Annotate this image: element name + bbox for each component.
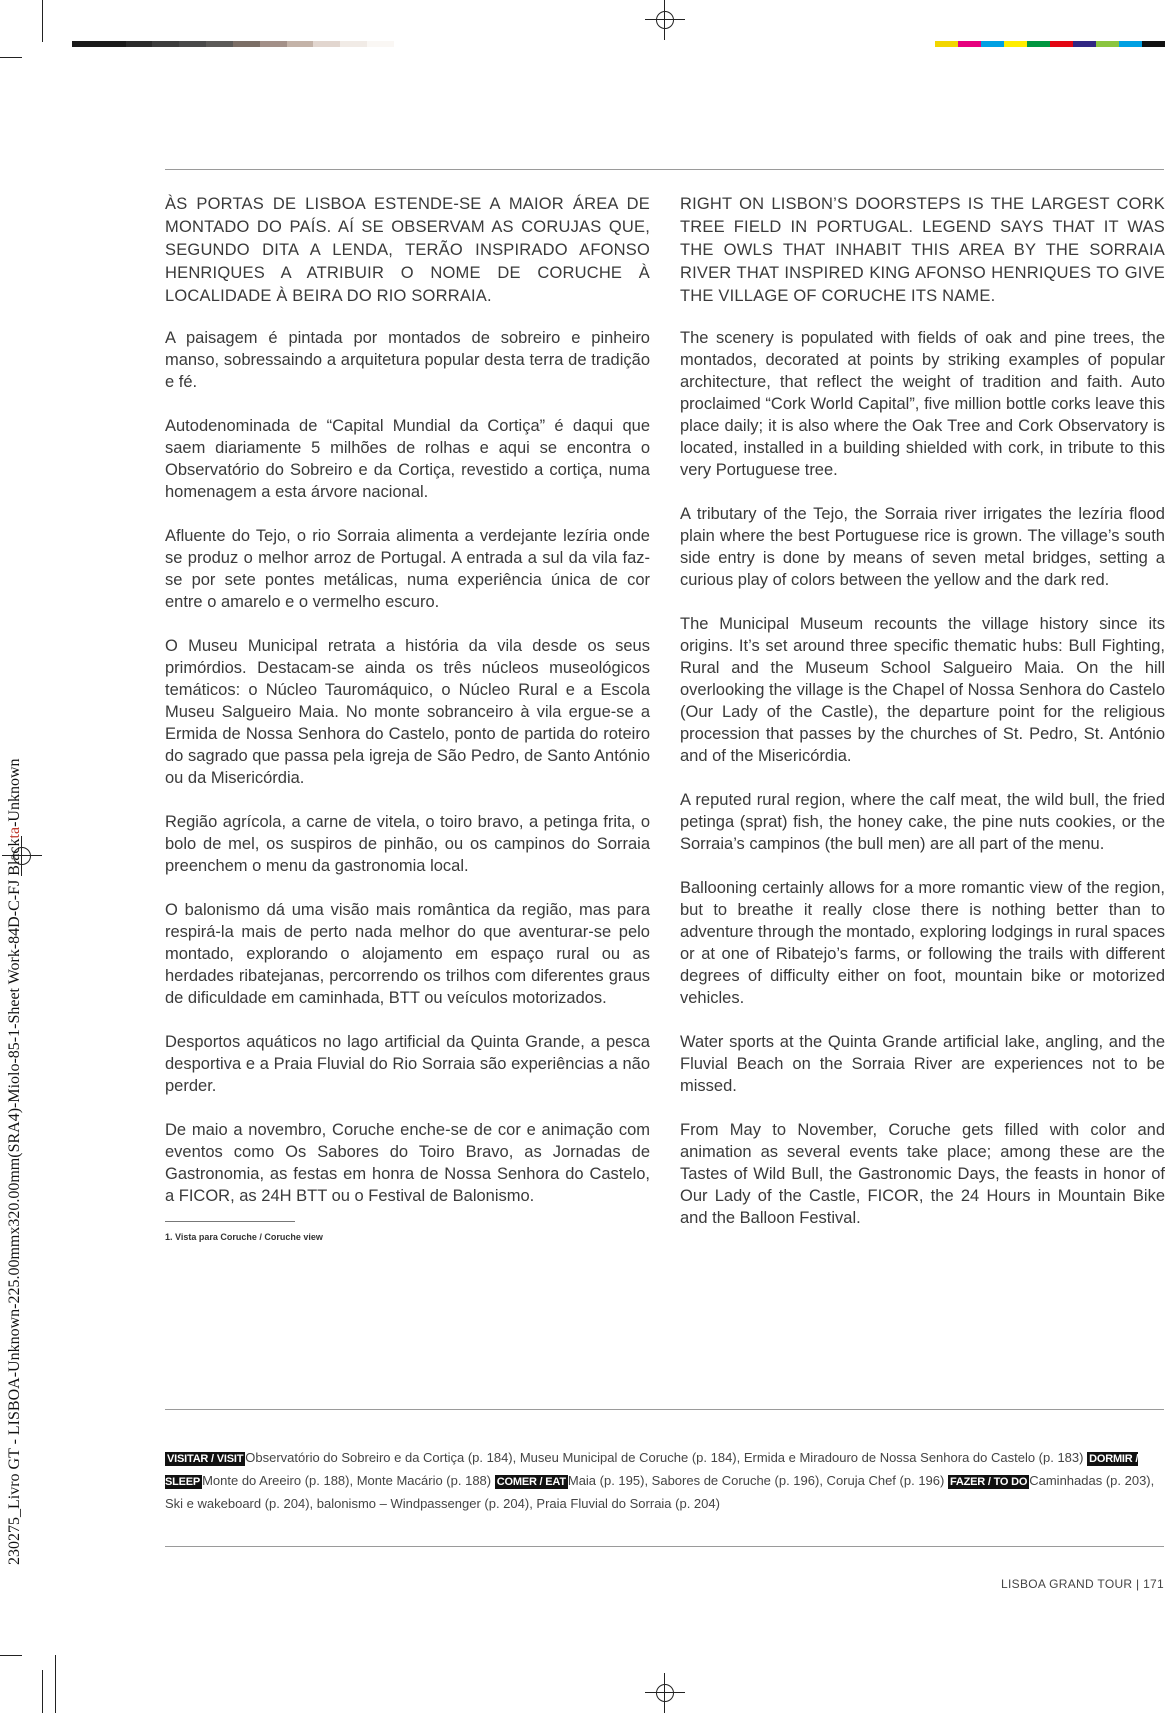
body-paragraph-en: A tributary of the Tejo, the Sorraia river irrigates the lezíria flood plain where the best Portuguese rice is grown. The village’s south side entry is done by means of seven metal bridges, setting a curious play of colors between the yellow and the dark red. <box>680 505 1165 589</box>
info-bottom-rule <box>165 1546 1164 1547</box>
crop-mark <box>0 1655 22 1656</box>
footnote-rule <box>165 1221 295 1222</box>
color-patch <box>935 41 958 47</box>
body-paragraph-en: From May to November, Coruche gets filled with color and animation as several events take place; among these are the Tastes of Wild Bull, the Gastronomic Days, the feasts in honor of Our Lady of the Castle, FICOR, the 24 Hours in Mountain Bike and the Balloon Festival. <box>680 1121 1165 1227</box>
color-patch <box>981 41 1004 47</box>
color-patch <box>367 41 394 47</box>
lead-paragraph-pt: ÀS PORTAS DE LISBOA ESTENDE-SE A MAIOR ÁREA DE MONTADO DO PAÍS. AÍ SE OBSERVAM AS CORUJAS QUE, SEGUNDO DITA A LENDA, TERÃO INSPIRADO AFONSO HENRIQUES A ATRIBUIR O NOME DE CORUCHE À LOCALIDADE À BEIRA DO RIO SORRAIA. <box>165 195 650 305</box>
color-patch <box>1073 41 1096 47</box>
body-paragraph-pt: Região agrícola, a carne de vitela, o toiro bravo, a petinga frita, o bolo de mel, os suspiros de pinhão, ou os campinos do Sorraia preenchem o menu da gastronomia local. <box>165 813 650 875</box>
print-slug: 230275_Livro GT - LISBOA-Unknown-225.00mmx320.00mm(SRA4)-Miolo-85-1-Sheet Work-84D-C-FJ Blackta-Unknown <box>6 758 23 1565</box>
crop-mark <box>42 1670 43 1713</box>
color-patch <box>1096 41 1119 47</box>
visit-tag: VISITAR / VISIT <box>167 1453 244 1465</box>
page-folio: LISBOA GRAND TOUR | 171 <box>1001 1577 1164 1591</box>
color-patch <box>958 41 981 47</box>
color-patch <box>72 41 99 47</box>
body-paragraph-en: Ballooning certainly allows for a more romantic view of the region, but to breathe it really close there is nothing better than to adventure through the montado, exploring lodgings in rural spaces or at one of Ribatejo’s farms, or following the trails with different degrees of difficulty either on foot, mountain bike or motorized vehicles. <box>680 879 1165 1007</box>
grayscale-bar <box>72 41 394 47</box>
crop-mark <box>42 0 43 42</box>
footnote: 1. Vista para Coruche / Coruche view <box>165 1232 323 1242</box>
sleep-text: Monte do Areeiro (p. 188), Monte Macário (p. 188) <box>202 1473 492 1488</box>
body-paragraph-en: The Municipal Museum recounts the village history since its origins. It’s set around three specific thematic hubs: Bull Fighting, Rural and the Museum School Salgueiro Maia. On the hill overlooking the village is the Chapel of Nossa Senhora do Castelo (Our Lady of the Castle), the departure point for the religious procession that passes by the churches of St. Pedro, St. António and of the Misericórdia. <box>680 615 1165 765</box>
portuguese-column <box>165 193 650 1242</box>
info-top-rule <box>165 1409 1164 1410</box>
body-paragraph-pt: Desportos aquáticos no lago artificial da Quinta Grande, a pesca desportiva e a Praia Fluvial do Rio Sorraia são experiências a não perder. <box>165 1033 650 1095</box>
color-patch <box>340 41 367 47</box>
color-patch <box>313 41 340 47</box>
color-patch <box>287 41 314 47</box>
color-patch <box>99 41 126 47</box>
visit-text: Observatório do Sobreiro e da Cortiça (p. 184), Museu Municipal de Coruche (p. 184), Ermida e Miradouro de Nossa Senhora do Castelo (p. 183) <box>245 1450 1084 1465</box>
registration-mark-top <box>645 0 685 40</box>
crop-mark <box>0 57 22 58</box>
color-patch <box>179 41 206 47</box>
sleep-tag: DORMIR / SLEEP <box>165 1453 1139 1488</box>
body-paragraph-pt: O balonismo dá uma visão mais romântica da região, mas para respirá-la mais de perto nada melhor do que aventurar-se pelo montado, explorando o alojamento em espaço rural ou as herdades ribatejanas, percorrendo os trilhos com diferentes graus de dificuldade em caminhada, BTT ou veículos motorizados. <box>165 901 650 1007</box>
english-column <box>680 193 1165 1251</box>
todo-text: Caminhadas (p. 203), Ski e wakeboard (p. 204), balonismo – Windpassenger (p. 204), Praia Fluvial do Sorraia (p. 204) <box>165 1473 1155 1511</box>
registration-mark-bottom <box>645 1673 685 1713</box>
color-patch <box>1050 41 1073 47</box>
body-paragraph-pt: Afluente do Tejo, o rio Sorraia alimenta a verdejante lezíria onde se produz o melhor arroz de Portugal. A entrada a sul da vila faz-se por sete pontes metálicas, numa experiência única de cor entre o amarelo e o vermelho escuro. <box>165 527 650 611</box>
color-patch <box>126 41 153 47</box>
practical-info <box>165 1447 1164 1514</box>
color-patch <box>1119 41 1142 47</box>
color-patch <box>233 41 260 47</box>
color-patch <box>260 41 287 47</box>
color-patch <box>1142 41 1165 47</box>
todo-tag: FAZER / TO DO <box>949 1476 1028 1488</box>
body-paragraph-pt: O Museu Municipal retrata a história da vila desde os seus primórdios. Destacam-se ainda os três núcleos museológicos temáticos: o Núcleo Tauromáquico, o Núcleo Rural e a Escola Museu Salgueiro Maia. No monte sobranceiro à vila ergue-se a Ermida de Nossa Senhora do Castelo, ponto de partida do roteiro do sagrado que passa pela igreja de São Pedro, de Santo António ou da Misericórdia. <box>165 637 650 787</box>
body-paragraph-en: The scenery is populated with fields of oak and pine trees, the montados, decorated at points by striking examples of popular architecture, that reflect the weight of tradition and faith. Auto proclaimed “Cork World Capital”, five million bottle corks leave this place daily; it is also where the Oak Tree and Cork Observatory is located, installed in a building shielded with cork, in tribute to this very Portuguese tree. <box>680 329 1165 479</box>
crop-mark <box>55 1655 56 1713</box>
color-calibration-bar <box>935 41 1165 47</box>
body-paragraph-pt: Autodenominada de “Capital Mundial da Cortiça” é daqui que saem diariamente 5 milhões de rolhas e aqui se encontra o Observatório do Sobreiro e da Cortiça, revestido a cortiça, numa homenagem a esta árvore nacional. <box>165 417 650 501</box>
body-paragraph-en: Water sports at the Quinta Grande artificial lake, angling, and the Fluvial Beach on the Sorraia River are experiences not to be missed. <box>680 1033 1165 1095</box>
eat-tag: COMER / EAT <box>496 1476 566 1488</box>
color-patch <box>1004 41 1027 47</box>
color-patch <box>152 41 179 47</box>
color-patch <box>1027 41 1050 47</box>
body-paragraph-pt: A paisagem é pintada por montados de sobreiro e pinheiro manso, sobressaindo a arquitetura popular desta terra de tradição e fé. <box>165 329 650 391</box>
top-rule <box>165 169 1164 170</box>
eat-text: Maia (p. 195), Sabores de Coruche (p. 196), Coruja Chef (p. 196) <box>567 1473 945 1488</box>
body-paragraph-en: A reputed rural region, where the calf meat, the wild bull, the fried petinga (sprat) fish, the honey cake, the pine nuts cookies, or the Sorraia’s campinos (the bull men) are all part of the menu. <box>680 791 1165 853</box>
color-patch <box>206 41 233 47</box>
lead-paragraph-en: RIGHT ON LISBON’S DOORSTEPS IS THE LARGEST CORK TREE FIELD IN PORTUGAL. LEGEND SAYS THAT IT WAS THE OWLS THAT INHABIT THIS AREA BY THE SORRAIA RIVER THAT INSPIRED KING AFONSO HENRIQUES TO GIVE THE VILLAGE OF CORUCHE ITS NAME. <box>680 195 1165 305</box>
body-paragraph-pt: De maio a novembro, Coruche enche-se de cor e animação com eventos como Os Sabores do Toiro Bravo, as Jornadas de Gastronomia, as festas em honra de Nossa Senhora do Castelo, a FICOR, as 24H BTT ou o Festival de Balonismo. <box>165 1121 650 1205</box>
